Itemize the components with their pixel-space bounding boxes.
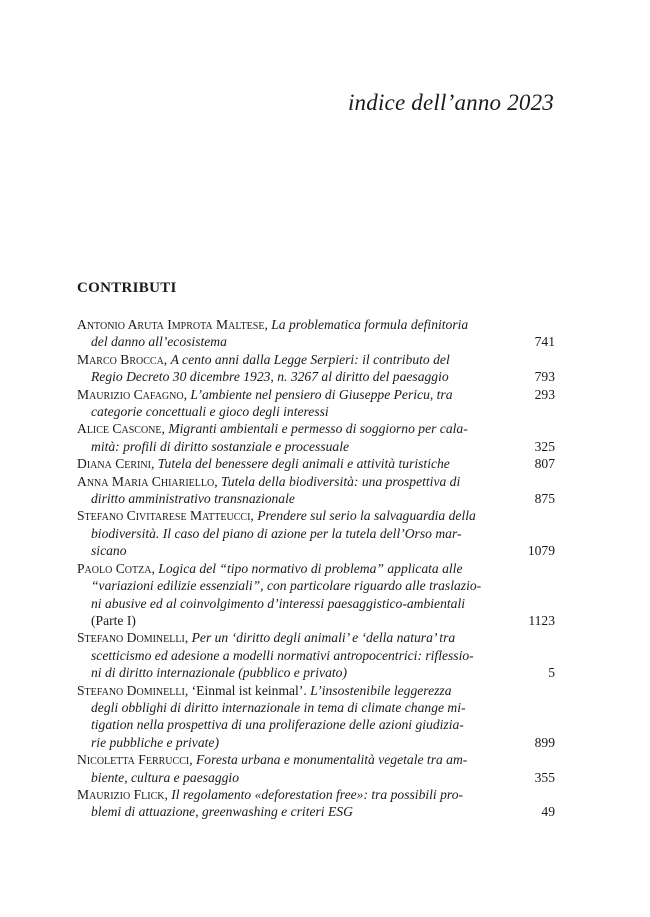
entry-page-number: 355 <box>534 769 555 785</box>
entry-title-text: L’ambiente nel pensiero di Giuseppe Pericu, tra <box>190 386 453 402</box>
entry-continuation-line <box>77 716 498 733</box>
entry-title-text: Foresta urbana e monumentalità vegetale tra am- <box>196 752 468 768</box>
entry-continuation-line <box>77 699 498 716</box>
entry-page-number: 793 <box>534 369 555 385</box>
entry-page-number: 293 <box>534 386 555 402</box>
entry-first-line <box>77 682 498 699</box>
entry-title-text: “variazioni edilizie essenziali”, con particolare riguardo alle traslazio- <box>91 578 482 594</box>
entry-text: , <box>183 386 191 402</box>
entry-title-text: biodiversità. Il caso del piano di azione per la tutela dell’Orso mar- <box>91 525 462 541</box>
entry-title-text: Il regolamento «deforestation free»: tra possibili pro- <box>171 786 464 802</box>
entry-title-text: degli obblighi di diritto internazionale in tema di climate change mi- <box>91 699 466 715</box>
entry-page-number: 5 <box>548 665 555 681</box>
contributions-list <box>77 316 555 821</box>
entry-continuation-line <box>77 438 498 455</box>
entry-author: Stefano Dominelli <box>77 682 185 698</box>
entry-first-line <box>77 351 498 368</box>
entry-title-text: del danno all’ecosistema <box>91 334 227 350</box>
index-entry <box>77 507 555 559</box>
entry-continuation-line <box>77 734 498 751</box>
entry-first-line <box>77 560 498 577</box>
entry-title-text: A cento anni dalla Legge Serpieri: il contributo del <box>170 351 450 367</box>
entry-text: , <box>164 786 172 802</box>
entry-author: Maurizio Cafagno <box>77 386 184 402</box>
entry-title-text: Logica del “tipo normativo di problema” applicata alle <box>158 560 463 576</box>
entry-title-text: scetticismo ed adesione a modelli normativi antropocentrici: riflessio- <box>91 647 474 663</box>
index-entry <box>77 786 555 821</box>
entry-author: Paolo Cotza <box>77 560 152 576</box>
entry-title-text: Migranti ambientali e permesso di soggiorno per cala- <box>168 421 468 437</box>
entry-page-number: 741 <box>534 334 555 350</box>
entry-first-line <box>77 386 498 403</box>
entry-continuation-line <box>77 333 498 350</box>
index-entry <box>77 629 555 681</box>
entry-text: , <box>151 560 159 576</box>
entry-text: , <box>250 508 258 524</box>
entry-page-number: 49 <box>541 804 555 820</box>
entry-text: , <box>150 456 158 472</box>
entry-title-text: categorie concettuali e gioco degli interessi <box>91 404 329 420</box>
entry-author: Marco Brocca <box>77 351 164 367</box>
entry-author: Antonio Aruta Improta Maltese <box>77 317 265 332</box>
entry-continuation-line <box>77 577 498 594</box>
entry-title-text: Prendere sul serio la salvaguardia della <box>257 508 476 524</box>
index-entry <box>77 682 555 752</box>
entry-title-text: Regio Decreto 30 dicembre 1923, n. 3267 al diritto del paesaggio <box>91 369 449 385</box>
entry-continuation-line <box>77 490 498 507</box>
entry-text: , ‘Einmal ist keinmal’. <box>184 682 311 698</box>
entry-continuation-line <box>77 664 498 681</box>
entry-first-line <box>77 751 498 768</box>
index-entry <box>77 560 555 630</box>
entry-first-line <box>77 507 498 524</box>
entry-page-number: 807 <box>534 456 555 472</box>
entry-author: Stefano Dominelli <box>77 630 185 646</box>
entry-title-text: La problematica formula definitoria <box>271 317 469 332</box>
entry-text: , <box>163 351 171 367</box>
entry-first-line <box>77 316 498 333</box>
entry-continuation-line <box>77 595 498 612</box>
entry-page-number: 875 <box>534 491 555 507</box>
index-entry <box>77 473 555 508</box>
entry-title-text: ni abusive ed al coinvolgimento d’interessi paesaggistico-ambientali <box>91 595 466 611</box>
entry-title-text: tigation nella prospettiva di una proliferazione delle azioni giudizia- <box>91 717 464 733</box>
entry-first-line <box>77 629 498 646</box>
index-entry <box>77 316 555 351</box>
entry-author: Anna Maria Chiariello <box>77 473 215 489</box>
entry-title-text: ni di diritto internazionale (pubblico e privato) <box>91 665 347 681</box>
entry-title-text: blemi di attuazione, greenwashing e criteri ESG <box>91 804 353 820</box>
entry-first-line <box>77 455 498 472</box>
index-entry <box>77 751 555 786</box>
entry-continuation-line <box>77 403 498 420</box>
entry-continuation-line <box>77 525 498 542</box>
entry-title-text: sicano <box>91 543 127 559</box>
entry-page-number: 1079 <box>527 543 555 559</box>
entry-first-line <box>77 420 498 437</box>
section-heading: CONTRIBUTI <box>77 280 177 296</box>
entry-continuation-line <box>77 647 498 664</box>
entry-author: Diana Cerini <box>77 456 151 472</box>
entry-continuation-line <box>77 769 498 786</box>
index-entry <box>77 455 555 472</box>
entry-title-text: biente, cultura e paesaggio <box>91 769 239 785</box>
entry-title-text: diritto amministrativo transnazionale <box>91 491 295 507</box>
entry-text: , <box>214 473 221 489</box>
entry-continuation-line <box>77 803 498 820</box>
entry-continuation-line <box>77 612 498 629</box>
entry-author: Alice Cascone <box>77 421 162 437</box>
entry-text: , <box>161 421 169 437</box>
entry-title-text: Tutela del benessere degli animali e attività turistiche <box>157 456 450 472</box>
entry-continuation-line <box>77 368 498 385</box>
entry-author: Stefano Civitarese Matteucci <box>77 508 251 524</box>
entry-page-number: 1123 <box>528 612 555 628</box>
entry-title-text: Tutela della biodiversità: una prospettiva di <box>221 473 461 489</box>
entry-text: , <box>189 752 196 768</box>
index-entry <box>77 420 555 455</box>
entry-title-text: mità: profili di diritto sostanziale e processuale <box>91 438 350 454</box>
entry-page-number: 325 <box>534 438 555 454</box>
entry-text: , <box>264 317 272 332</box>
entry-text: , <box>184 630 192 646</box>
index-entry <box>77 351 555 386</box>
entry-author: Nicoletta Ferrucci <box>77 752 190 768</box>
entry-continuation-line <box>77 542 498 559</box>
entry-title-text: L’insostenibile leggerezza <box>310 682 452 698</box>
index-entry <box>77 386 555 421</box>
entry-text: (Parte I) <box>91 612 136 628</box>
entry-first-line <box>77 473 498 490</box>
page-title: indice dell’anno 2023 <box>347 90 554 115</box>
entry-page-number: 899 <box>534 734 555 750</box>
entry-author: Maurizio Flick <box>77 786 165 802</box>
entry-title-text: Per un ‘diritto degli animali’ e ‘della natura’ tra <box>191 630 456 646</box>
entry-first-line <box>77 786 498 803</box>
entry-title-text: rie pubbliche e private) <box>91 734 219 750</box>
